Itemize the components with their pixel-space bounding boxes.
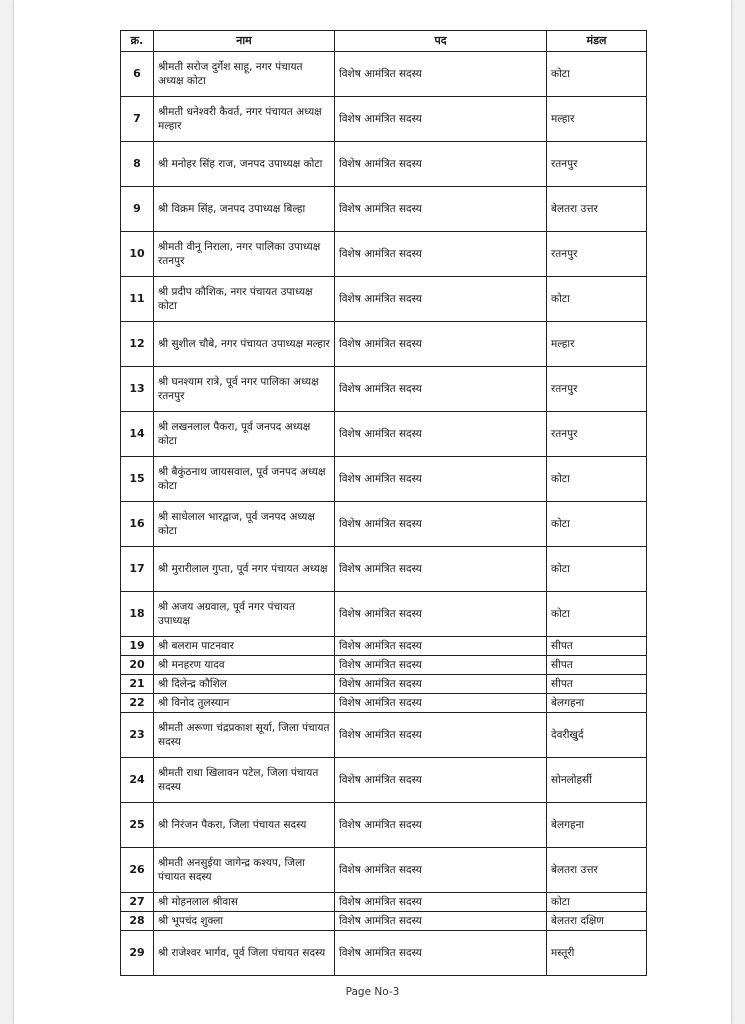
serial-cell: 24 xyxy=(121,758,154,803)
serial-cell: 12 xyxy=(121,322,154,367)
name-cell: श्रीमती अरूणा चंद्रप्रकाश सूर्या, जिला पंचायत सदस्य xyxy=(154,713,335,758)
post-cell: विशेष आमंत्रित सदस्य xyxy=(335,322,547,367)
mandal-cell: सीपत xyxy=(547,637,647,656)
name-cell: श्री अजय अग्रवाल, पूर्व नगर पंचायत उपाध्यक्ष xyxy=(154,592,335,637)
mandal-cell: सीपत xyxy=(547,656,647,675)
serial-cell: 23 xyxy=(121,713,154,758)
members-table xyxy=(120,30,647,976)
name-cell: श्री घनश्याम रात्रे, पूर्व नगर पालिका अध्यक्ष रतनपुर xyxy=(154,367,335,412)
name-cell: श्री मोहनलाल श्रीवास xyxy=(154,893,335,912)
name-cell: श्री मनहरण यादव xyxy=(154,656,335,675)
serial-cell: 29 xyxy=(121,931,154,976)
name-cell: श्रीमती अनसुईया जागेन्द्र कश्यप, जिला पंचायत सदस्य xyxy=(154,848,335,893)
serial-cell: 15 xyxy=(121,457,154,502)
table-row xyxy=(121,675,647,694)
table-row xyxy=(121,367,647,412)
name-cell: श्री सुशील चौबे, नगर पंचायत उपाध्यक्ष मल्हार xyxy=(154,322,335,367)
mandal-cell: रतनपुर xyxy=(547,367,647,412)
table-row xyxy=(121,547,647,592)
mandal-cell: रतनपुर xyxy=(547,232,647,277)
post-cell: विशेष आमंत्रित सदस्य xyxy=(335,412,547,457)
post-cell: विशेष आमंत्रित सदस्य xyxy=(335,592,547,637)
serial-cell: 10 xyxy=(121,232,154,277)
post-cell: विशेष आमंत्रित सदस्य xyxy=(335,912,547,931)
name-cell: श्री लखनलाल पैकरा, पूर्व जनपद अध्यक्ष कोटा xyxy=(154,412,335,457)
post-cell: विशेष आमंत्रित सदस्य xyxy=(335,367,547,412)
table-row xyxy=(121,322,647,367)
mandal-cell: मल्हार xyxy=(547,97,647,142)
name-cell: श्री बलराम पाटनवार xyxy=(154,637,335,656)
post-cell: विशेष आमंत्रित सदस्य xyxy=(335,277,547,322)
mandal-cell: कोटा xyxy=(547,893,647,912)
serial-cell: 14 xyxy=(121,412,154,457)
serial-cell: 8 xyxy=(121,142,154,187)
name-cell: श्री राजेश्वर भार्गव, पूर्व जिला पंचायत सदस्य xyxy=(154,931,335,976)
name-cell: श्री दिलेन्द्र कौशिल xyxy=(154,675,335,694)
table-row xyxy=(121,277,647,322)
mandal-cell: कोटा xyxy=(547,547,647,592)
table-row xyxy=(121,694,647,713)
table-row xyxy=(121,457,647,502)
post-cell: विशेष आमंत्रित सदस्य xyxy=(335,637,547,656)
name-cell: श्रीमती धनेश्वरी कैवर्त, नगर पंचायत अध्यक्ष मल्हार xyxy=(154,97,335,142)
page-number: Page No-3 xyxy=(345,986,400,998)
table-row xyxy=(121,592,647,637)
table-row xyxy=(121,232,647,277)
mandal-cell: सीपत xyxy=(547,675,647,694)
mandal-cell: मस्तूरी xyxy=(547,931,647,976)
header-post: पद xyxy=(335,31,547,52)
serial-cell: 9 xyxy=(121,187,154,232)
post-cell: विशेष आमंत्रित सदस्य xyxy=(335,848,547,893)
name-cell: श्री निरंजन पैकरा, जिला पंचायत सदस्य xyxy=(154,803,335,848)
post-cell: विशेष आमंत्रित सदस्य xyxy=(335,142,547,187)
serial-cell: 13 xyxy=(121,367,154,412)
name-cell: श्री मनोहर सिंह राज, जनपद उपाध्यक्ष कोटा xyxy=(154,142,335,187)
mandal-cell: कोटा xyxy=(547,502,647,547)
post-cell: विशेष आमंत्रित सदस्य xyxy=(335,803,547,848)
table-row xyxy=(121,142,647,187)
mandal-cell: बेलगहना xyxy=(547,694,647,713)
header-name: नाम xyxy=(154,31,335,52)
table-row xyxy=(121,893,647,912)
post-cell: विशेष आमंत्रित सदस्य xyxy=(335,931,547,976)
serial-cell: 7 xyxy=(121,97,154,142)
table-row xyxy=(121,187,647,232)
serial-cell: 28 xyxy=(121,912,154,931)
mandal-cell: बेलतरा उत्तर xyxy=(547,848,647,893)
table-row xyxy=(121,97,647,142)
name-cell: श्री भूपचंद शुक्ला xyxy=(154,912,335,931)
name-cell: श्री विक्रम सिंह, जनपद उपाध्यक्ष बिल्हा xyxy=(154,187,335,232)
post-cell: विशेष आमंत्रित सदस्य xyxy=(335,502,547,547)
mandal-cell: कोटा xyxy=(547,592,647,637)
serial-cell: 26 xyxy=(121,848,154,893)
name-cell: श्री विनोद तुलस्यान xyxy=(154,694,335,713)
serial-cell: 18 xyxy=(121,592,154,637)
post-cell: विशेष आमंत्रित सदस्य xyxy=(335,893,547,912)
document-page xyxy=(14,0,731,1024)
mandal-cell: सोनलोहर्सी xyxy=(547,758,647,803)
table-row xyxy=(121,803,647,848)
name-cell: श्री मुरारीलाल गुप्ता, पूर्व नगर पंचायत अध्यक्ष xyxy=(154,547,335,592)
mandal-cell: बेलतरा दक्षिण xyxy=(547,912,647,931)
table-row xyxy=(121,912,647,931)
mandal-cell: कोटा xyxy=(547,277,647,322)
name-cell: श्री प्रदीप कौशिक, नगर पंचायत उपाध्यक्ष कोटा xyxy=(154,277,335,322)
serial-cell: 16 xyxy=(121,502,154,547)
serial-cell: 6 xyxy=(121,52,154,97)
table-row xyxy=(121,656,647,675)
name-cell: श्रीमती सरोज दुर्गेश साहू, नगर पंचायत अध्यक्ष कोटा xyxy=(154,52,335,97)
name-cell: श्रीमती वीनू निराला, नगर पालिका उपाध्यक्ष रतनपुर xyxy=(154,232,335,277)
serial-cell: 17 xyxy=(121,547,154,592)
serial-cell: 19 xyxy=(121,637,154,656)
header-serial: क्र. xyxy=(121,31,154,52)
name-cell: श्री साधेलाल भारद्वाज, पूर्व जनपद अध्यक्ष कोटा xyxy=(154,502,335,547)
table-row xyxy=(121,931,647,976)
table-row xyxy=(121,637,647,656)
serial-cell: 27 xyxy=(121,893,154,912)
serial-cell: 21 xyxy=(121,675,154,694)
mandal-cell: मल्हार xyxy=(547,322,647,367)
post-cell: विशेष आमंत्रित सदस्य xyxy=(335,758,547,803)
header-mandal: मंडल xyxy=(547,31,647,52)
name-cell: श्री बैकुंठनाथ जायसवाल, पूर्व जनपद अध्यक्ष कोटा xyxy=(154,457,335,502)
table-body xyxy=(121,52,647,976)
table-row xyxy=(121,502,647,547)
table-header-row xyxy=(121,31,647,52)
serial-cell: 22 xyxy=(121,694,154,713)
table-row xyxy=(121,758,647,803)
post-cell: विशेष आमंत्रित सदस्य xyxy=(335,694,547,713)
mandal-cell: रतनपुर xyxy=(547,412,647,457)
table-row xyxy=(121,848,647,893)
serial-cell: 11 xyxy=(121,277,154,322)
table-row xyxy=(121,412,647,457)
table-row xyxy=(121,713,647,758)
mandal-cell: कोटा xyxy=(547,52,647,97)
post-cell: विशेष आमंत्रित सदस्य xyxy=(335,97,547,142)
mandal-cell: देवरीखुर्द xyxy=(547,713,647,758)
post-cell: विशेष आमंत्रित सदस्य xyxy=(335,457,547,502)
mandal-cell: बेलगहना xyxy=(547,803,647,848)
post-cell: विशेष आमंत्रित सदस्य xyxy=(335,656,547,675)
serial-cell: 20 xyxy=(121,656,154,675)
mandal-cell: कोटा xyxy=(547,457,647,502)
post-cell: विशेष आमंत्रित सदस्य xyxy=(335,547,547,592)
post-cell: विशेष आमंत्रित सदस्य xyxy=(335,232,547,277)
post-cell: विशेष आमंत्रित सदस्य xyxy=(335,52,547,97)
name-cell: श्रीमती राधा खिलावन पटेल, जिला पंचायत सदस्य xyxy=(154,758,335,803)
post-cell: विशेष आमंत्रित सदस्य xyxy=(335,713,547,758)
mandal-cell: बेलतरा उत्तर xyxy=(547,187,647,232)
post-cell: विशेष आमंत्रित सदस्य xyxy=(335,187,547,232)
post-cell: विशेष आमंत्रित सदस्य xyxy=(335,675,547,694)
serial-cell: 25 xyxy=(121,803,154,848)
mandal-cell: रतनपुर xyxy=(547,142,647,187)
table-row xyxy=(121,52,647,97)
